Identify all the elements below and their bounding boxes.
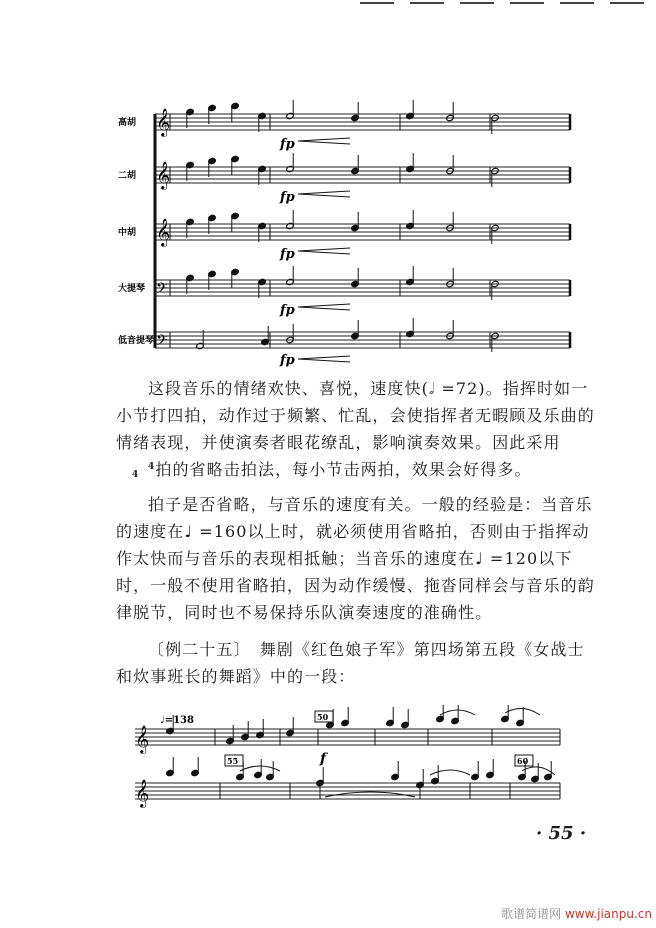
treble-clef-icon: 𝄞 — [156, 161, 171, 189]
rehearsal-mark: 50 — [317, 712, 329, 722]
music-example — [130, 705, 570, 815]
fraction-denominator: 4 — [132, 469, 140, 480]
decrescendo-hairpin — [298, 191, 350, 197]
time-signature-fraction — [116, 463, 155, 479]
slur — [505, 708, 540, 715]
slur — [240, 766, 280, 771]
treble-clef-icon: 𝄞 — [156, 218, 171, 246]
fraction-numerator: 4 — [148, 461, 156, 472]
dynamic-fp: fp — [280, 353, 295, 368]
paragraph-3 — [116, 636, 596, 690]
instrument-label: 中胡 — [118, 228, 137, 238]
bass-clef-icon: 𝄢 — [156, 280, 168, 301]
example-caption: 〔例二十五〕 舞剧《红色娘子军》第四场第五段《女战士和炊事班长的舞蹈》中的一段： — [116, 640, 585, 686]
watermark-site: 歌谱简谱网 — [501, 907, 562, 921]
dynamic-fp: fp — [280, 247, 295, 262]
dynamic-fp: fp — [280, 303, 295, 318]
slur — [440, 710, 475, 715]
rehearsal-mark: 60 — [517, 756, 529, 766]
treble-clef-icon: 𝄞 — [156, 108, 171, 136]
treble-clef-icon: 𝄞 — [135, 779, 150, 807]
instrument-label: 二胡 — [118, 171, 137, 181]
paragraph-1-text-end: 拍的省略击拍法，每小节击两拍，效果会好得多。 — [155, 460, 532, 479]
paragraph-1 — [116, 375, 596, 483]
watermark — [501, 905, 652, 922]
instrument-label: 大提琴 — [118, 284, 146, 294]
bass-clef-icon: 𝄢 — [156, 332, 168, 353]
decrescendo-hairpin — [298, 138, 350, 144]
slur — [430, 770, 470, 775]
treble-clef-icon: 𝄞 — [135, 725, 150, 753]
paragraph-2-text: 拍子是否省略，与音乐的速度有关。一般的经验是：当音乐的速度在♩ =160以上时，就必须使用省略拍，否则由于指挥动作太快而与音乐的表现相抵触；当音乐的速度在♩ =120以下时，一般不使用省略拍，因为动作缓慢、拖沓同样会与音乐的韵律脱节，同时也不易保持乐队演奏速度的准确性。 — [116, 495, 595, 622]
dynamic-fp: fp — [280, 190, 295, 205]
page-number: · 55 · — [536, 823, 587, 844]
dynamic-f: f — [320, 751, 327, 767]
instrument-label: 高胡 — [118, 118, 137, 128]
paragraph-2 — [116, 491, 596, 626]
watermark-url: www.jianpu.cn — [564, 907, 652, 921]
decrescendo-hairpin — [298, 356, 350, 362]
decrescendo-hairpin — [298, 248, 350, 254]
decrescendo-hairpin — [298, 304, 350, 310]
instrument-label: 低音提琴 — [118, 336, 155, 346]
tempo-marking: ♩=138 — [160, 715, 194, 726]
orchestral-score — [100, 100, 580, 370]
dynamic-fp: fp — [280, 137, 295, 152]
rehearsal-mark: 55 — [227, 756, 239, 766]
paragraph-1-text: 这段音乐的情绪欢快、喜悦，速度快(𝅗𝅥 =72)。指挥时如一小节打四拍，动作过于频繁、忙乱，会使指挥者无暇顾及乐曲的情绪表现，并使演奏者眼花缭乱，影响演奏效果。因此采用 — [116, 379, 595, 452]
